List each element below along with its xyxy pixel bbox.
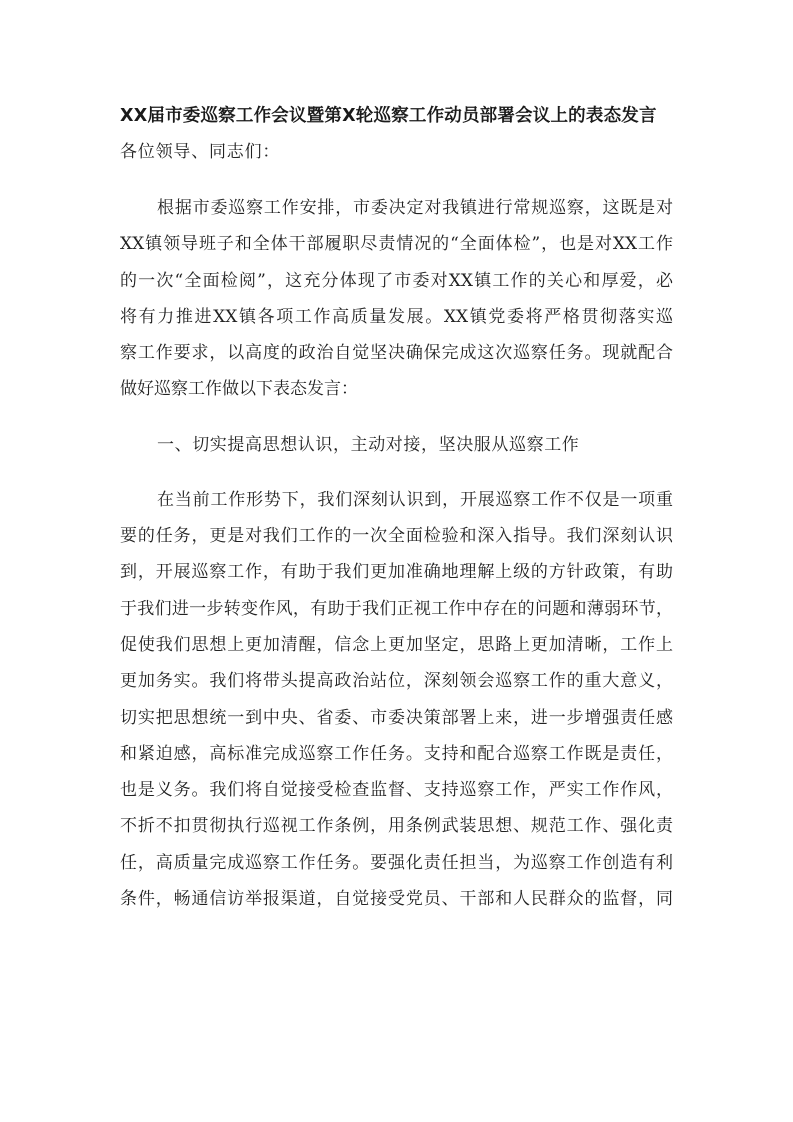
salutation: 各位领导、同志们： — [120, 142, 281, 162]
paragraph-line: 在当前工作形势下，我们深刻认识到，开展巡察工作不仅是一项重 — [157, 489, 673, 510]
document-title: XX届市委巡察工作会议暨第X轮巡察工作动员部署会议上的表态发言 — [120, 106, 657, 126]
section-heading-1: 一、切实提高思想认识，主动对接，坚决服从巡察工作 — [157, 434, 580, 455]
paragraph-line: 更加务实。我们将带头提高政治站位，深刻领会巡察工作的重大意义， — [120, 671, 673, 692]
paragraph-1 — [120, 190, 673, 408]
paragraph-line: 也是义务。我们将自觉接受检查监督、支持巡察工作，严实工作作风， — [120, 780, 673, 801]
paragraph-line: 到，开展巡察工作，有助于我们更加准确地理解上级的方针政策，有助 — [120, 562, 673, 583]
paragraph-line: 要的任务，更是对我们工作的一次全面检验和深入指导。我们深刻认识 — [120, 526, 673, 547]
paragraph-line: 将有力推进XX镇各项工作高质量发展。XX镇党委将严格贯彻落实巡 — [120, 306, 673, 327]
paragraph-line: 条件，畅通信访举报渠道，自觉接受党员、干部和人民群众的监督，同 — [120, 889, 673, 910]
paragraph-line: 的一次“全面检阅”，这充分体现了市委对XX镇工作的关心和厚爱，必 — [120, 270, 673, 291]
paragraph-line: 察工作要求，以高度的政治自觉坚决确保完成这次巡察任务。现就配合 — [120, 343, 673, 364]
paragraph-line: 和紧迫感，高标准完成巡察工作任务。支持和配合巡察工作既是责任， — [120, 743, 673, 764]
paragraph-line: 不折不扣贯彻执行巡视工作条例，用条例武装思想、规范工作、强化责 — [120, 816, 673, 837]
paragraph-line: 于我们进一步转变作风，有助于我们正视工作中存在的问题和薄弱环节， — [120, 598, 673, 619]
paragraph-line: 根据市委巡察工作安排，市委决定对我镇进行常规巡察，这既是对 — [157, 198, 673, 218]
paragraph-line: 任，高质量完成巡察工作任务。要强化责任担当，为巡察工作创造有利 — [120, 852, 673, 873]
paragraph-gap — [120, 170, 673, 190]
paragraph-gap — [120, 463, 673, 482]
paragraph-line: 促使我们思想上更加清醒，信念上更加坚定，思路上更加清晰，工作上 — [120, 634, 673, 655]
paragraph-line: 做好巡察工作做以下表态发言： — [120, 379, 358, 400]
paragraph-gap — [120, 408, 673, 427]
paragraph-line: XX镇领导班子和全体干部履职尽责情况的“全面体检”，也是对XX工作 — [120, 234, 673, 255]
paragraph-line: 切实把思想统一到中央、省委、市委决策部署上来，进一步增强责任感 — [120, 707, 673, 728]
paragraph-2 — [120, 482, 673, 918]
